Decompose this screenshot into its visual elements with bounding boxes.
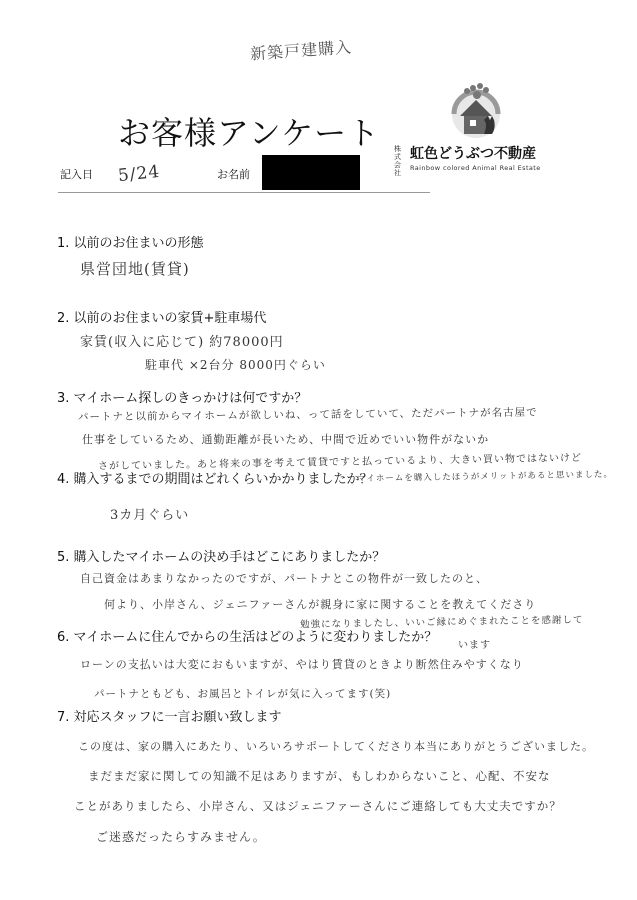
question-7-answer-line: ご迷惑だったらすみません。 <box>96 830 266 844</box>
question-5-answer-line: 勉強になりましたし、いいご縁にめぐまれたことを感謝して <box>299 614 584 631</box>
question-3-label: 3. マイホーム探しのきっかけは何ですか？ <box>57 391 308 406</box>
handwritten-header-note: 新築戸建購入 <box>249 37 353 64</box>
name-label: お名前 <box>217 168 250 181</box>
house-cat-logo-icon <box>440 80 512 142</box>
question-2-label: 2. 以前のお住まいの家賃+駐車場代 <box>57 311 267 326</box>
question-6-answer-line: パートナともども、お風呂とトイレが気に入ってます(笑) <box>94 688 392 700</box>
question-3-answer-overflow: マイホームを購入したほうがメリットがあると思いました。 <box>356 469 614 485</box>
question-1-answer: 県営団地(賃貸) <box>80 260 190 278</box>
question-4-label: 4. 購入するまでの期間はどれくらいかかりましたか？ <box>57 472 373 487</box>
logo-company-name: 虹色どうぶつ不動産 <box>410 146 536 162</box>
question-5-answer-line: 何より、小岸さん、ジェニファーさんが親身に家に関することを教えてくださり <box>104 598 537 611</box>
question-6-label: 6. マイホームに住んでからの生活はどのように変わりましたか？ <box>57 630 438 645</box>
page-title: お客様アンケート <box>118 114 381 152</box>
question-5-answer-overflow: います <box>458 640 491 651</box>
question-3-answer-line: さがしていました。あと将来の事を考えて賃貸ですと払っているより、大きい買い物ではないけど <box>97 452 583 473</box>
question-7-answer-line: この度は、家の購入にあたり、いろいろサポートしてくださり本当にありがとうございました。 <box>78 740 594 753</box>
question-2-answer-line: 駐車代 ×2台分 8000円ぐらい <box>145 358 326 372</box>
question-1-label: 1. 以前のお住まいの形態 <box>57 236 204 251</box>
question-2-answer-line: 家賃(収入に応じて) 約78000円 <box>80 335 284 350</box>
date-value: 5/24 <box>117 161 162 187</box>
question-3-answer-line: 仕事をしているため、通勤距離が長いため、中間で近めでいい物件がないか <box>82 433 490 446</box>
date-label: 記入日 <box>60 168 93 181</box>
question-7-answer-line: まだまだ家に関しての知識不足はありますが、もしわからないこと、心配、不安な <box>88 769 551 783</box>
header-divider <box>58 192 430 193</box>
redacted-name <box>262 155 360 190</box>
logo-company-prefix: 株式会社 <box>394 145 401 177</box>
question-3-answer-line: パートナと以前からマイホームが欲しいね、って話をしていて、ただパートナが名古屋で <box>77 406 538 424</box>
question-7-label: 7. 対応スタッフに一言お願い致します <box>57 710 282 725</box>
question-7-answer-line: ことがありましたら、小岸さん、又はジェニファーさんにご連絡しても大丈夫ですか？ <box>74 799 562 813</box>
logo-english-name: Rainbow colored Animal Real Estate <box>410 164 541 172</box>
question-5-answer-line: 自己資金はあまりなかったのですが、パートナとこの物件が一致したのと、 <box>80 572 488 585</box>
question-6-answer-line: ローンの支払いは大変におもいますが、やはり賃貸のときより断然住みやすくなり <box>80 658 524 671</box>
question-5-label: 5. 購入したマイホームの決め手はどこにありましたか？ <box>57 550 386 565</box>
question-4-answer: 3カ月ぐらい <box>110 508 190 523</box>
